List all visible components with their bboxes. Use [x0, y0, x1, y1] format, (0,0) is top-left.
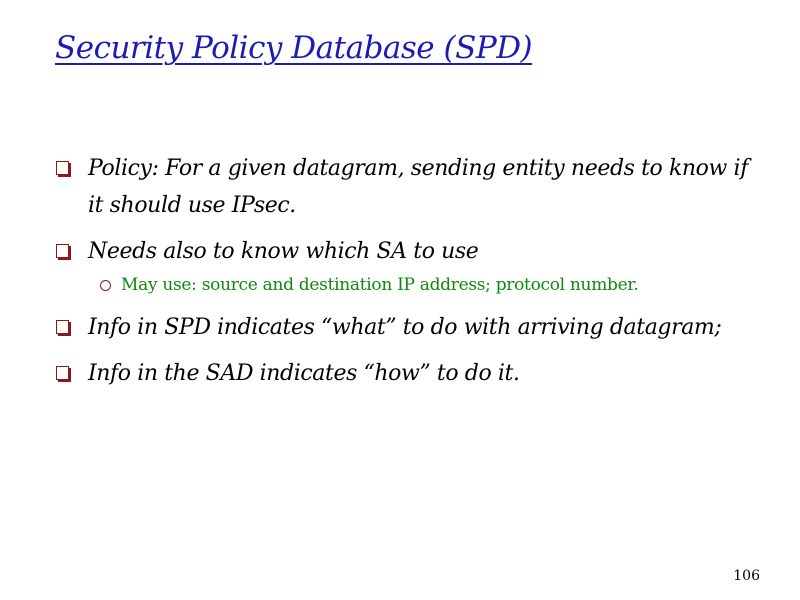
bullet-text: Policy: For a given datagram, sending entity needs to know if it should use IPsec. — [88, 156, 748, 218]
bullet-item — [55, 150, 755, 224]
circle-bullet-icon — [100, 280, 111, 291]
bullet-item — [55, 233, 755, 300]
box-bullet-icon — [56, 366, 69, 380]
bullet-text: Info in the SAD indicates “how” to do it. — [88, 361, 520, 386]
bullet-item — [55, 355, 755, 392]
sub-bullet-item — [100, 270, 755, 300]
bullet-text: Needs also to know which SA to use — [88, 239, 479, 264]
sub-bullet-text: May use: source and destination IP address; protocol number. — [121, 275, 639, 295]
box-bullet-icon — [56, 161, 69, 175]
sub-bullet-list — [88, 270, 755, 300]
box-bullet-icon — [56, 244, 69, 258]
bullet-list — [55, 150, 755, 401]
slide-title: Security Policy Database (SPD) — [55, 30, 533, 66]
bullet-item — [55, 309, 755, 346]
page-number: 106 — [733, 568, 760, 584]
bullet-text: Info in SPD indicates “what” to do with arriving datagram; — [88, 315, 722, 340]
box-bullet-icon — [56, 320, 69, 334]
